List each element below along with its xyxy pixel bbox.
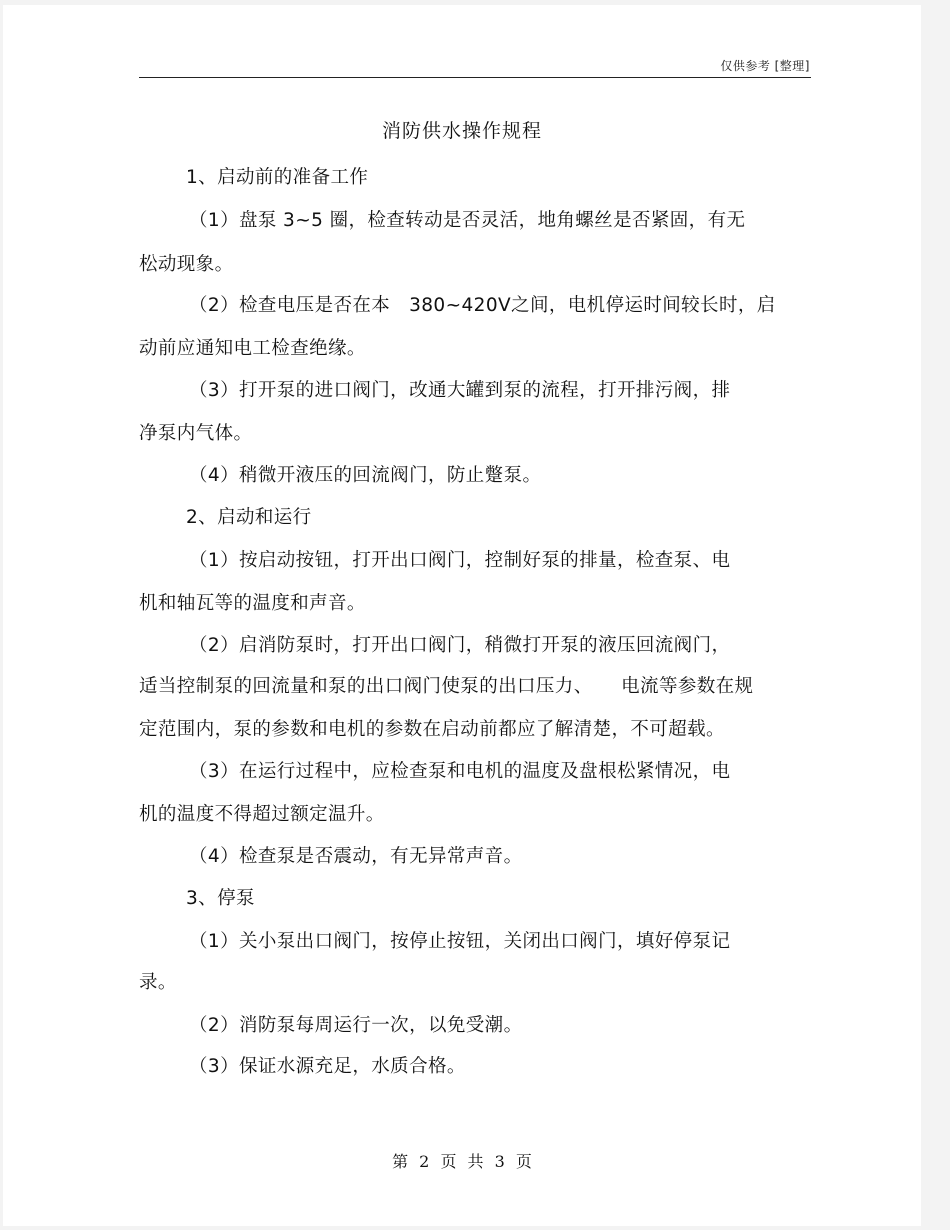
paragraph-line: （1）关小泵出口阀门，按停止按钮，关闭出口阀门，填好停泵记 <box>189 931 731 952</box>
section-heading: 2、启动和运行 <box>186 507 312 528</box>
paragraph-line: （2）消防泵每周运行一次，以免受潮。 <box>189 1015 523 1036</box>
section-heading: 1、启动前的准备工作 <box>186 167 369 188</box>
paragraph-line: 机和轴瓦等的温度和声音。 <box>139 593 366 614</box>
page-number: 第 2 页 共 3 页 <box>392 1152 532 1171</box>
document-page <box>3 5 921 1226</box>
paragraph-line: 适当控制泵的回流量和泵的出口阀门使泵的出口压力、 电流等参数在规 <box>139 676 754 697</box>
paragraph-line: （3）打开泵的进口阀门，改通大罐到泵的流程，打开排污阀，排 <box>189 380 731 401</box>
paragraph-line: 松动现象。 <box>139 254 234 275</box>
document-title: 消防供水操作规程 <box>381 120 542 142</box>
paragraph-line: （3）保证水源充足，水质合格。 <box>189 1056 466 1077</box>
paragraph-line: （1）按启动按钮，打开出口阀门，控制好泵的排量，检查泵、电 <box>189 550 731 571</box>
paragraph-line: （4）稍微开液压的回流阀门，防止蹩泵。 <box>189 465 542 486</box>
paragraph-line: （2）启消防泵时，打开出口阀门，稍微打开泵的液压回流阀门， <box>189 635 731 656</box>
section-heading: 3、停泵 <box>186 888 255 909</box>
paragraph-line: 净泵内气体。 <box>139 423 253 444</box>
paragraph-line: （3）在运行过程中，应检查泵和电机的温度及盘根松紧情况，电 <box>189 761 731 782</box>
paragraph-line: 录。 <box>139 972 177 993</box>
paragraph-line: 机的温度不得超过额定温升。 <box>139 804 385 825</box>
paragraph-line: （2）检查电压是否在本 380~420V之间，电机停运时间较长时，启 <box>189 295 776 316</box>
paragraph-line: 动前应通知电工检查绝缘。 <box>139 338 366 359</box>
paragraph-line: （1）盘泵 3~5 圈，检查转动是否灵活，地角螺丝是否紧固，有无 <box>189 210 746 231</box>
paragraph-line: 定范围内，泵的参数和电机的参数在启动前都应了解清楚，不可超载。 <box>139 719 725 740</box>
header-divider <box>139 77 811 78</box>
paragraph-line: （4）检查泵是否震动，有无异常声音。 <box>189 846 523 867</box>
header-note: 仅供参考 [整理] <box>720 59 810 73</box>
